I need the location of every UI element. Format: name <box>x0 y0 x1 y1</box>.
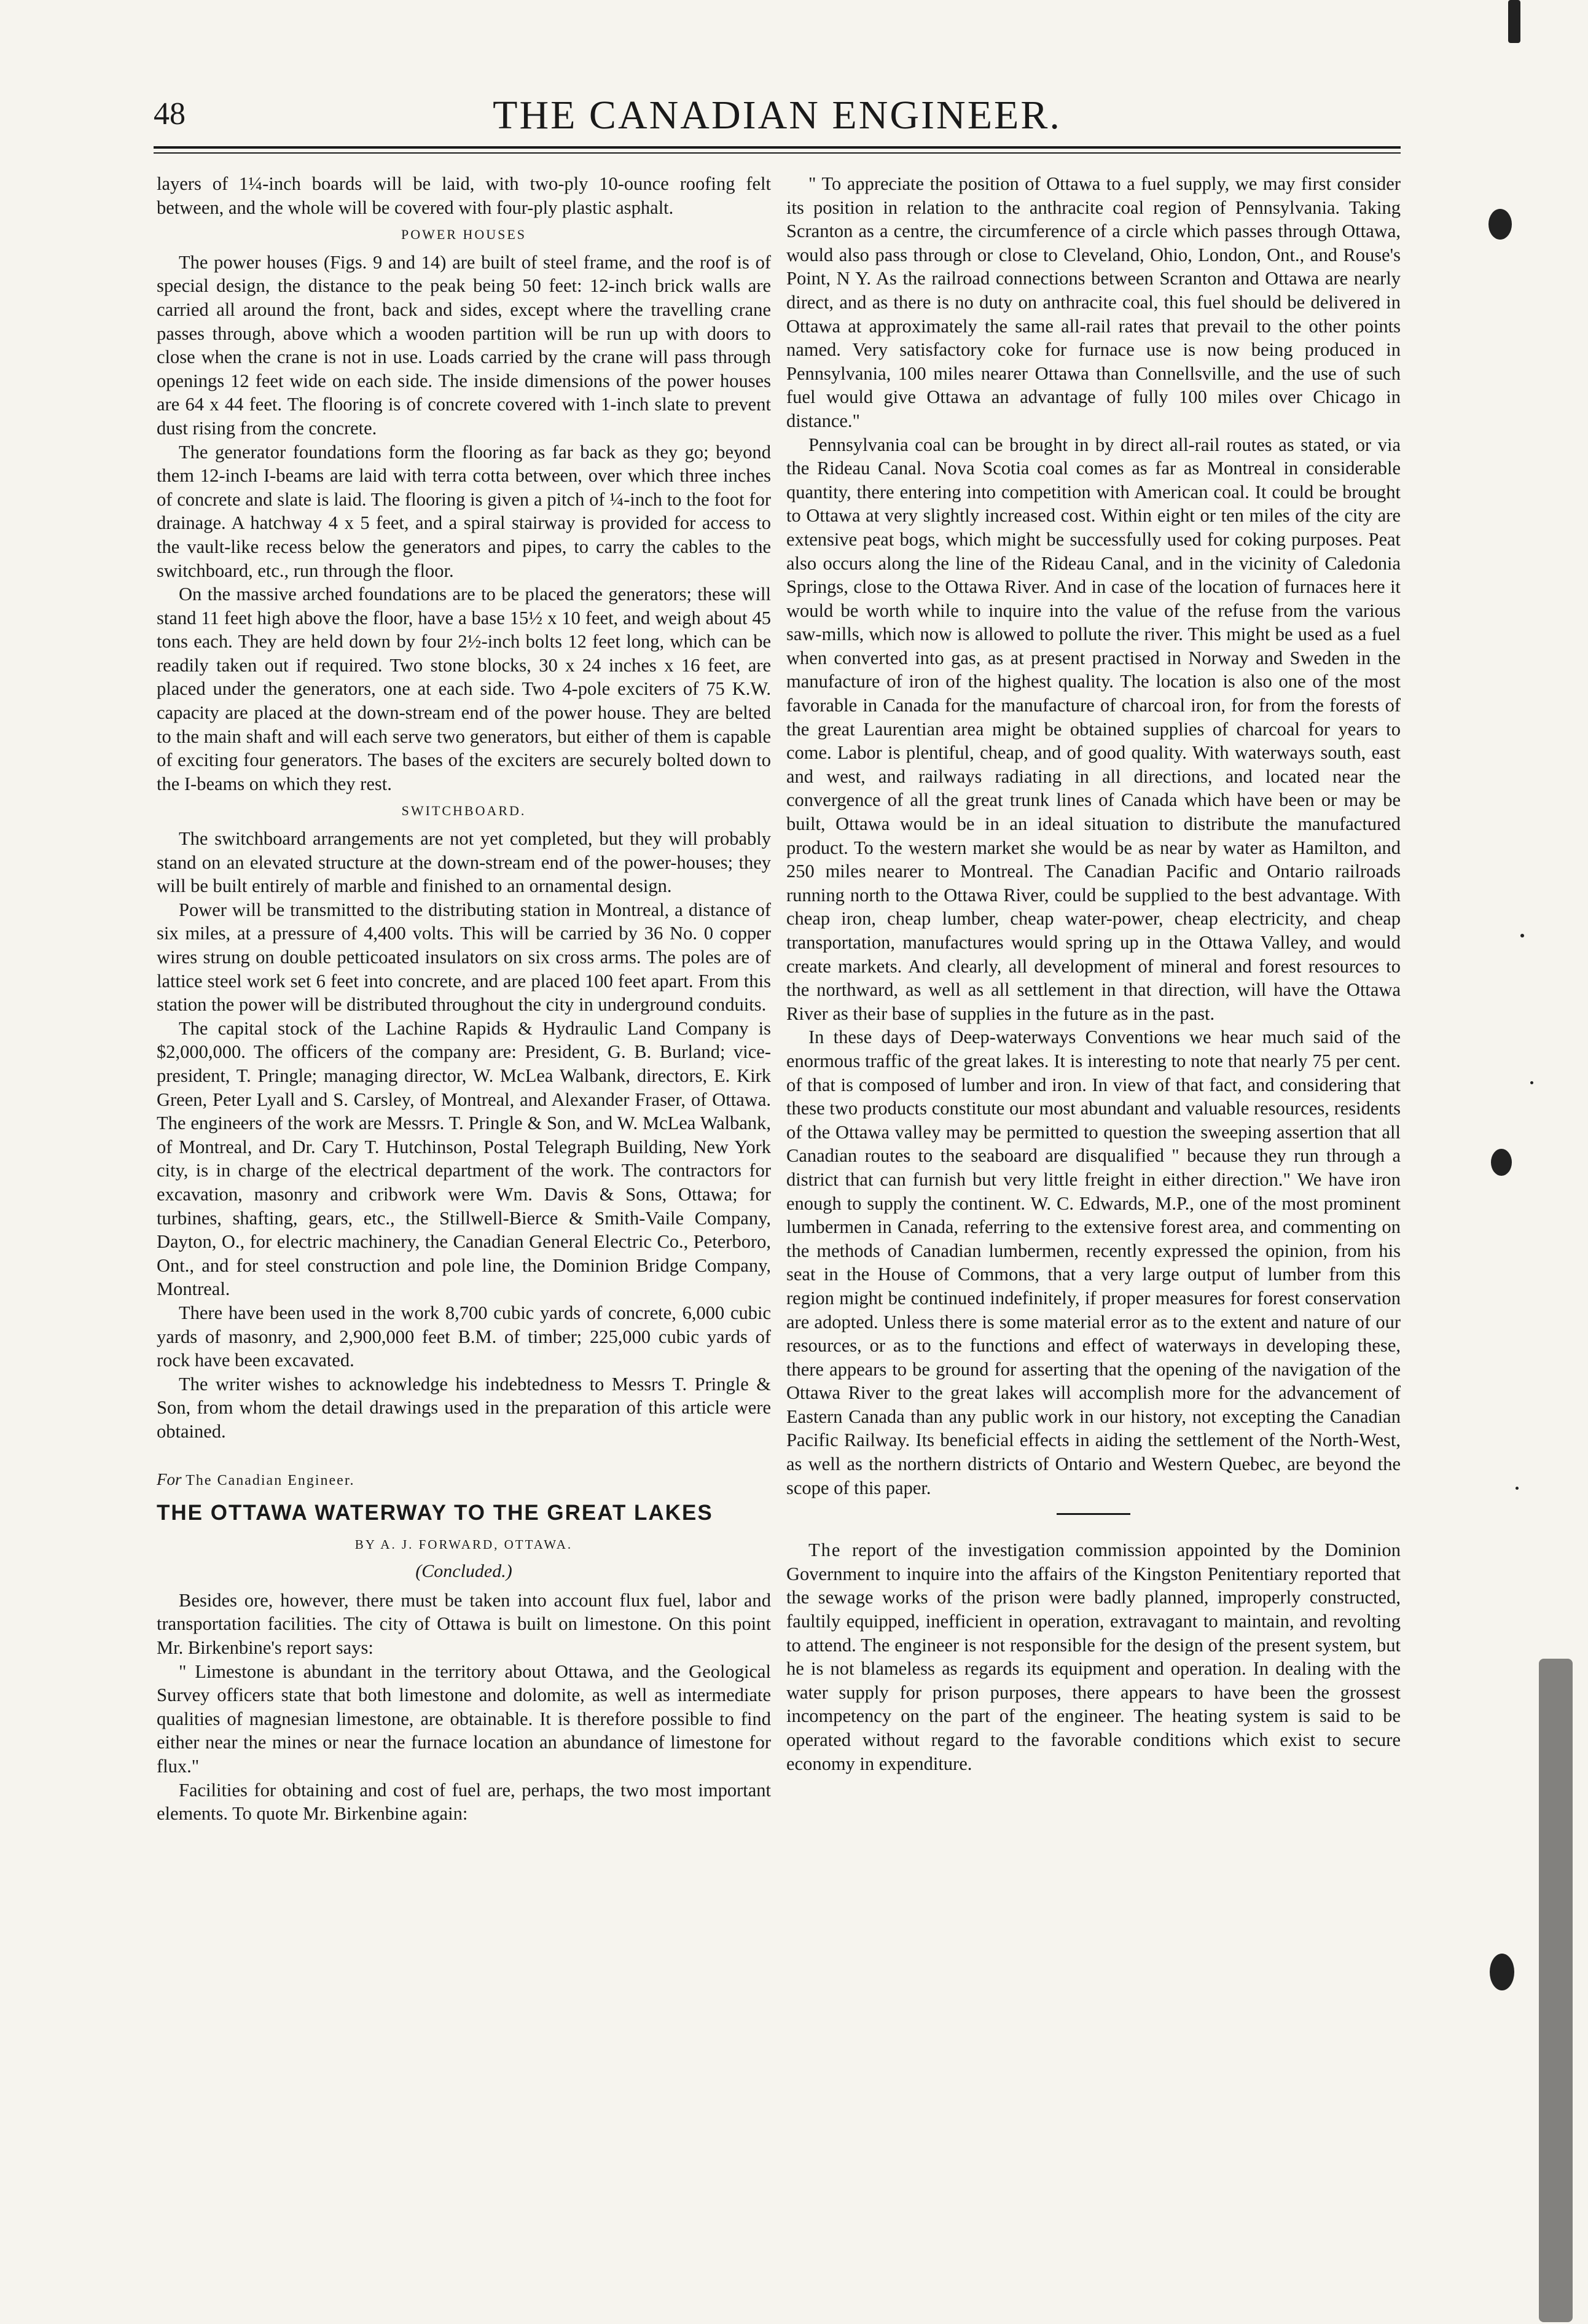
ink-mark <box>1516 1487 1519 1490</box>
paragraph: The switchboard arrangements are not yet completed, but they will probably stand on an elevated structure at the down-stream end of the power-houses; they will be built entirely of marble and finished to an ornamental design. <box>157 828 771 897</box>
section-heading-switchboard: SWITCHBOARD. <box>401 803 526 819</box>
right-column <box>786 172 1401 1775</box>
paragraph: There have been used in the work 8,700 cubic yards of concrete, 6,000 cubic yards of masonry, and 2,900,000 feet B.M. of timber; 225,000 cubic yards of rock have been excavated. <box>157 1302 771 1371</box>
ink-mark <box>1488 209 1512 240</box>
paragraph: Pennsylvania coal can be brought in by direct all-rail routes as stated, or via the Rideau Canal. Nova Scotia coal comes as far as Montreal in considerable quantity, there entering into competition with American coal. It could be brought to Ottawa at very slightly increased cost. Within eight or ten miles of the city are extensive peat bogs, which might be successfully used for coking purposes. Peat also occurs along the line of the Rideau Canal, and in the vicinity of Caledonia Springs, close to the Ottawa River. And in case of the location of furnaces here it would be worth while to inquire into the value of the refuse from the various saw-mills, which now is allowed to pollute the river. This might be used as a fuel when converted into gas, as at present practised in Norway and Sweden in the manufacture of iron of the highest quality. The location is also one of the most favorable in Canada for the manufacture of charcoal iron, for from the forests of the great Laurentian area might be obtained supplies of charcoal for years to come. Labor is plentiful, cheap, and of good quality. With waterways south, east and west, and railways radiating in all directions, and located near the convergence of all the great trunk lines of Canada which have been or may be built, Ottawa would be in an ideal situation to distribute the manufactured product. To the western market she would be as near by water as Hamilton, and 250 miles nearer to Montreal. The Canadian Pacific and Ontario railroads running north to the Ottawa River, could be supplied to the best advantage. With cheap iron, cheap lumber, cheap water-power, cheap electricity, and cheap transportation, manufactures would spring up in the Ottawa Valley, and would create markets. And clearly, all development of mineral and forest resources to the northward, as well as all settlement in that direction, will have the Ottawa River as their base of supplies in the future as in the past. <box>786 434 1401 1024</box>
lead-word: The <box>808 1540 842 1561</box>
kingston-paragraph <box>786 1538 1401 1775</box>
paragraph: On the massive arched foundations are to be placed the generators; these will stand 11 feet high above the floor, have a base 15½ x 10 feet, and weigh about 45 tons each. They are held down by four 2½-inch bolts 12 feet long, which can be readily taken out if required. Two stone blocks, 30 x 24 inches x 16 feet, are placed under the generators, one at each side. Two 4-pole exciters of 75 K.W. capacity are placed at the down-stream end of the power house. They are belted to the main shaft and will each serve two generators, but either of them is capable of exciting four generators. The bases of the exciters are securely bolted down to the I-beams on which they rest. <box>157 584 771 794</box>
paragraph: Power will be transmitted to the distributing station in Montreal, a distance of six miles, at a pressure of 4,400 volts. This will be carried by 36 No. 0 copper wires strung on double petticoated insulators on six cross arms. The poles are of lattice steel work set 6 feet into concrete, and are placed 100 feet apart. From this station the power will be distributed throughout the city in underground conduits. <box>157 899 771 1015</box>
scan-margin-artifacts <box>1484 0 1588 2324</box>
ink-mark <box>1539 1659 1573 2322</box>
paragraph: The writer wishes to acknowledge his indebtedness to Messrs T. Pringle & Son, from whom the detail drawings used in the preparation of this article were obtained. <box>157 1373 771 1442</box>
journal-title: THE CANADIAN ENGINEER. <box>493 93 1062 138</box>
paragraph: layers of 1¼-inch boards will be laid, with two-ply 10-ounce roofing felt between, and the whole will be covered with four-ply plastic asphalt. <box>157 173 771 218</box>
header-rule-thin <box>154 152 1401 154</box>
ink-mark <box>1520 934 1524 937</box>
paragraph: The generator foundations form the flooring as far back as they go; beyond them 12-inch I-beams are laid with terra cotta between, over which three inches of concrete and slate is laid. The flooring is given a pitch of ¼-inch to the foot for drainage. A hatchway 4 x 5 feet, and a spiral stairway is provided for access to the vault-like recess below the generators and pipes, to carry the cables to the switchboard, etc., run through the floor. <box>157 441 771 581</box>
paragraph: The power houses (Figs. 9 and 14) are built of steel frame, and the roof is of special design, the distance to the peak being 50 feet: 12-inch brick walls are carried all around the front, back and sides, except where the travelling crane passes through, above which a wooden partition will be run up with doors to close when the crane is not in use. Loads carried by the crane will pass through openings 12 feet wide on each side. The inside dimensions of the power houses are 64 x 44 feet. The flooring is of concrete covered with 1-inch slate to prevent dust rising from the concrete. <box>157 251 771 439</box>
section-separator <box>1057 1513 1130 1515</box>
page-number: 48 <box>154 96 186 131</box>
article-rubric <box>157 1468 771 1493</box>
left-column <box>157 172 771 1826</box>
paragraph: Facilities for obtaining and cost of fuel are, perhaps, the two most important elements. To quote Mr. Birkenbine again: <box>157 1779 771 1825</box>
ink-mark <box>1530 1081 1533 1084</box>
ink-mark <box>1491 1149 1512 1176</box>
quote-paragraph: " Limestone is abundant in the territory about Ottawa, and the Geological Survey officers state that both limestone and dolomite, as well as intermediate qualities of magnesian limestone, are obtainable. It is therefore possible to find either near the mines or near the furnace location an abundance of limestone for flux." <box>157 1661 771 1777</box>
paragraph: Besides ore, however, there must be taken into account flux fuel, labor and transportation facilities. The city of Ottawa is built on limestone. On this point Mr. Birkenbine's report says: <box>157 1589 771 1659</box>
page-header <box>154 92 1401 141</box>
article-byline: BY A. J. FORWARD, OTTAWA. <box>354 1536 573 1552</box>
paragraph: In these days of Deep-waterways Conventions we hear much said of the enormous traffic of the great lakes. It is interesting to note that nearly 75 per cent. of that is composed of lumber and iron. In view of that fact, and considering that these two products constitute our most abundant and valuable resources, residents of the Ottawa valley may be permitted to question the sweeping assertion that all Canadian routes to the seaboard are disqualified " because they run through a district that can furnish but very little freight in either direction." We have iron enough to supply the continent. W. C. Edwards, M.P., one of the most prominent lumbermen in Canada, referring to the extensive forest area, and commenting on the methods of Canadian lumbermen, recently expressed the opinion, from his seat in the House of Commons, that a very large output of lumber from this region might be continued indefinitely, if proper measures for forest conservation are adopted. Unless there is some material error as to the extent and nature of our resources, or as to the functions and effect of waterways in developing these, there appears to be ground for asserting that the opening of the navigation of the Ottawa River to the great lakes will accomplish more for the advancement of Eastern Canada than any public work in our history, not excepting the Canadian Pacific Railway. Its beneficial effects in aiding the settlement of the North-West, as well as the northern districts of Ontario and Western Quebec, are beyond the scope of this paper. <box>786 1027 1401 1498</box>
ink-mark <box>1490 1954 1514 1990</box>
quote-paragraph: " To appreciate the position of Ottawa to a fuel supply, we may first consider its position in relation to the anthracite coal region of Pennsylvania. Taking Scranton as a centre, the circumference of a circle which passes through Ottawa, would also pass through or close to Cleveland, Ohio, London, Ont., and Rouse's Point, N Y. As the railroad connections between Scranton and Ottawa are nearly direct, and as there is no duty on anthracite coal, this fuel should be delivered in Ottawa at approximately the same all-rail rates that prevail to the other points named. Very satisfactory coke for furnace use is now being produced in Pennsylvania, 100 miles nearer Ottawa than Connellsville, and the use of such fuel would give Ottawa an advantage of fully 100 miles over Chicago in distance." <box>786 173 1401 431</box>
kingston-text: report of the investigation commission appointed by the Dominion Government to inquire into the affairs of the Kingston Penitentiary reported that the sewage works of the prison were badly planned, improperly constructed, faultily equipped, inefficient in operation, extravagant to maintain, and revolting to attend. The engineer is not responsible for the design of the present system, but he is not blameless as regards its equipment and operation. In dealing with the water supply for prison purposes, there appears to have been the grossest incompetency on the part of the engineer. The heating system is said to be operated without regard to the favorable conditions which exist to secure economy in expenditure. <box>786 1540 1401 1774</box>
header-rule-thick <box>154 146 1401 149</box>
rubric-journal: The Canadian Engineer. <box>186 1473 355 1489</box>
article-title: THE OTTAWA WATERWAY TO THE GREAT LAKES <box>157 1501 713 1525</box>
ink-mark <box>1508 0 1520 43</box>
section-heading-power-houses: POWER HOUSES <box>401 227 527 243</box>
article-concluded-note: (Concluded.) <box>415 1561 512 1582</box>
rubric-for: For <box>157 1470 182 1489</box>
paragraph: The capital stock of the Lachine Rapids & Hydraulic Land Company is $2,000,000. The officers of the company are: President, G. B. Burland; vice-president, T. Pringle; managing director, W. McLea Walbank, directors, E. Kirk Green, Peter Lyall and S. Carsley, of Montreal, and Alexander Fraser, of Ottawa. The engineers of the work are Messrs. T. Pringle & Son, and W. McLea Walbank, of Montreal, and Dr. Cary T. Hutchinson, Postal Telegraph Building, New York city, is in charge of the electrical department of the work. The contractors for excavation, masonry and cribwork were Wm. Davis & Sons, Ottawa; for turbines, shafting, gears, etc., the Stillwell-Bierce & Smith-Vaile Company, Dayton, O., for electric machinery, the Canadian General Electric Co., Peterboro, Ont., and for steel construction and pole line, the Dominion Bridge Company, Montreal. <box>157 1017 771 1300</box>
